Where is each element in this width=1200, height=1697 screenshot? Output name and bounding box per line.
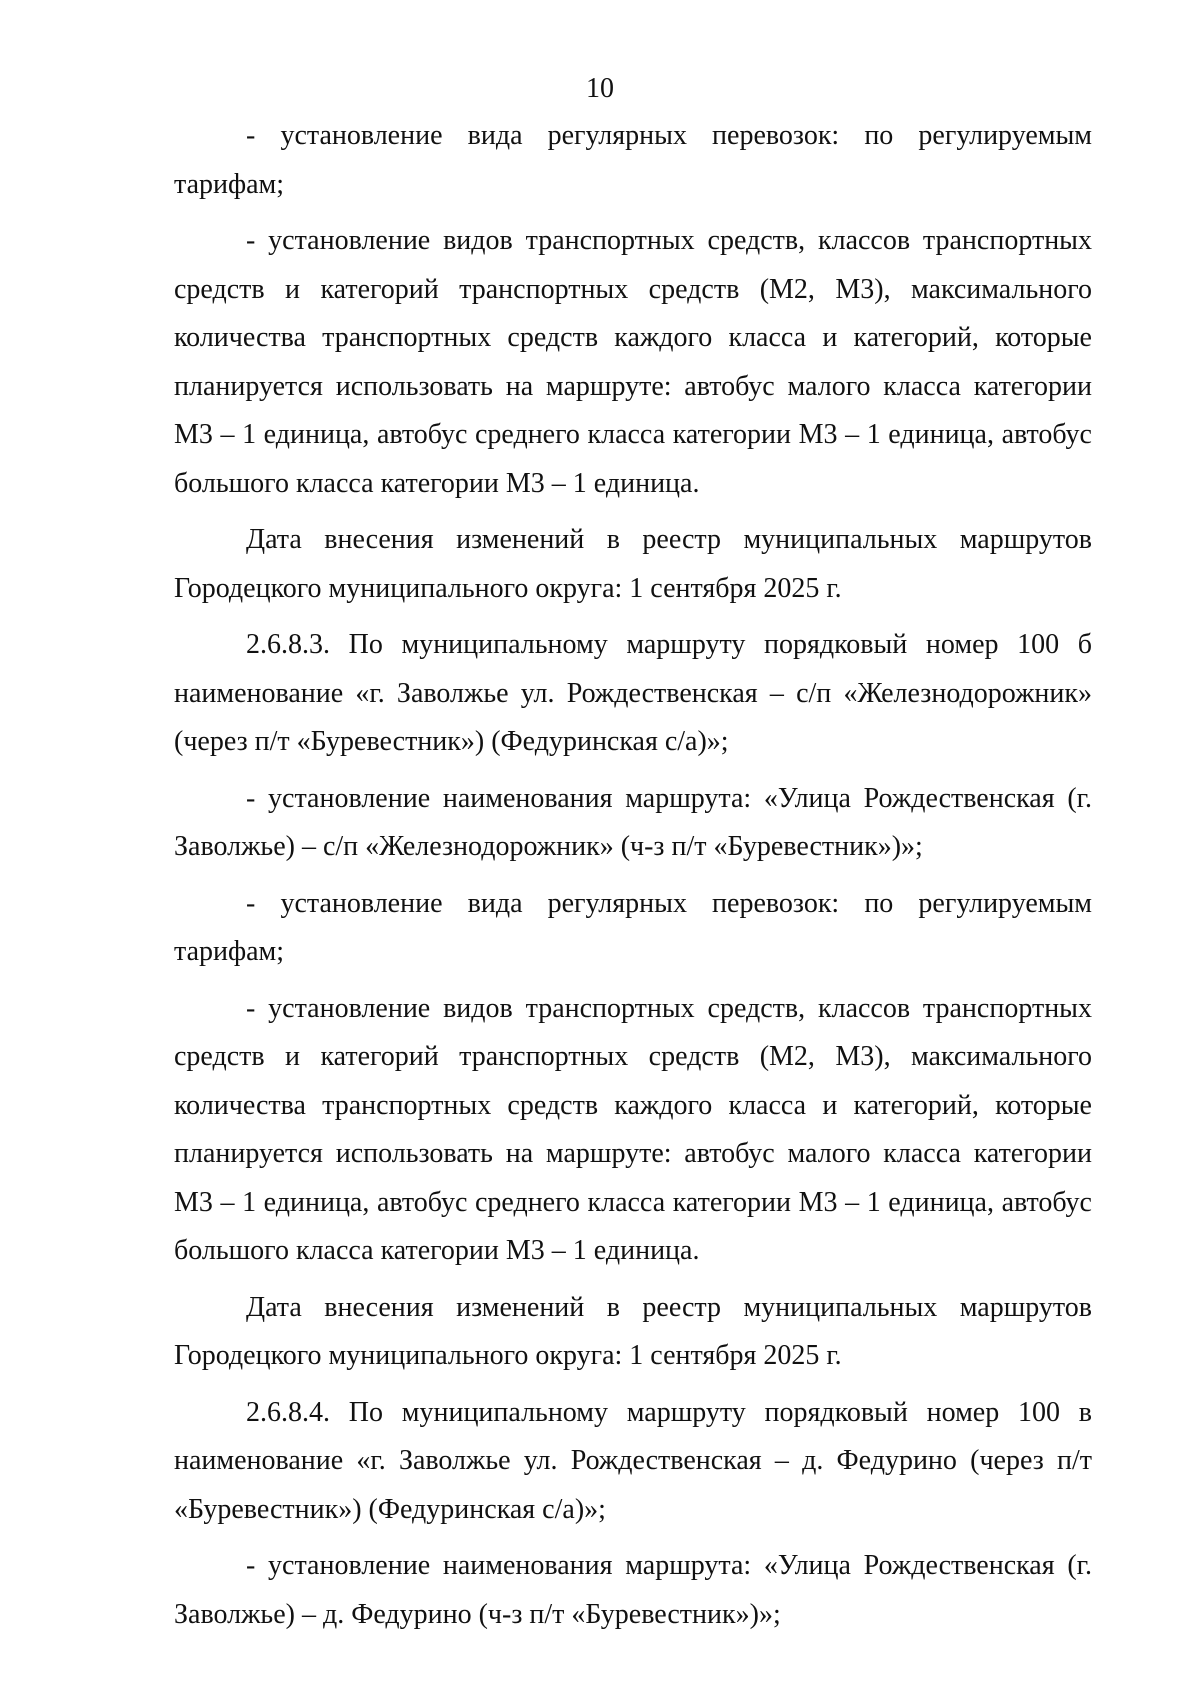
- paragraph-vehicle-types-2: - установление видов транспортных средств, классов транспортных средств и категорий транспортных средств (М2, М3), максимального количества транспортных средств каждого класса и категорий, которые планируется использовать на маршруте: автобус малого класса категории М3 – 1 единица, автобус среднего класса категории М3 – 1 единица, автобус большого класса категории М3 – 1 единица.: [174, 992, 1092, 1266]
- paragraph-route-100b: 2.6.8.3. По муниципальному маршруту порядковый номер 100 б наименование «г. Заволжье ул. Рождественская – с/п «Железнодорожник» (через п/т «Буревестник») (Федуринская с/а)»;: [174, 629, 1092, 757]
- paragraph-vehicle-types-1: - установление видов транспортных средств, классов транспортных средств и категорий транспортных средств (М2, М3), максимального количества транспортных средств каждого класса и категорий, которые планируется использовать на маршруте: автобус малого класса категории М3 – 1 единица, автобус среднего класса категории М3 – 1 единица, автобус большого класса категории М3 – 1 единица.: [174, 225, 1092, 499]
- paragraph-route-100v: 2.6.8.4. По муниципальному маршруту порядковый номер 100 в наименование «г. Заволжье ул. Рождественская – д. Федурино (через п/т «Буревестник») (Федуринская с/а)»;: [174, 1396, 1092, 1525]
- paragraph-regular-transport-type-1: - установление вида регулярных перевозок: по регулируемым тарифам;: [174, 120, 1092, 200]
- paragraph-regular-transport-type-2: - установление вида регулярных перевозок: по регулируемым тарифам;: [174, 887, 1092, 967]
- paragraph-registry-date-2: Дата внесения изменений в реестр муниципальных маршрутов Городецкого муниципального округа: 1 сентября 2025 г.: [174, 1291, 1092, 1371]
- document-body: [174, 112, 1092, 1647]
- page-number: 10: [586, 73, 614, 104]
- paragraph-registry-date-1: Дата внесения изменений в реестр муниципальных маршрутов Городецкого муниципального округа: 1 сентября 2025 г.: [174, 524, 1092, 604]
- paragraph-route-name-100b: - установление наименования маршрута: «Улица Рождественская (г. Заволжье) – с/п «Железнодорожник» (ч-з п/т «Буревестник»)»;: [174, 782, 1092, 862]
- paragraph-route-name-100v: - установление наименования маршрута: «Улица Рождественская (г. Заволжье) – д. Федурино (ч-з п/т «Буревестник»)»;: [174, 1550, 1092, 1630]
